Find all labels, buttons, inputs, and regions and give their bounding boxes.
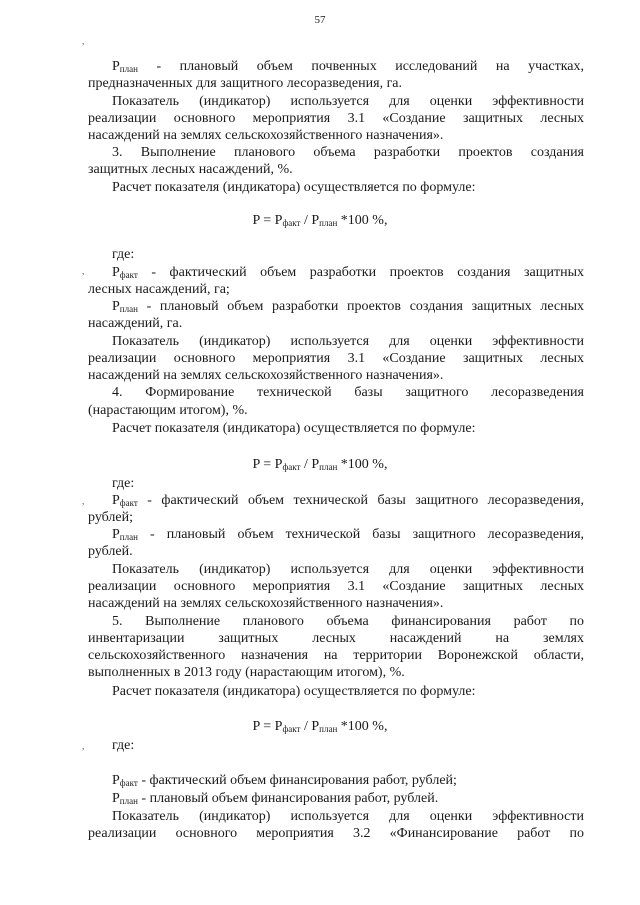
scan-mark: ,	[82, 36, 85, 46]
text-line: рублей.	[88, 544, 133, 559]
scan-mark: ,	[82, 741, 85, 751]
scan-mark: ,	[82, 496, 85, 506]
text-line: сельскохозяйственного назначения на территории Воронежской области,	[88, 648, 584, 663]
text-line: предназначенных для защитного лесоразведения, га.	[88, 76, 403, 91]
text-line: инвентаризации защитных лесных насаждений на землях	[88, 631, 584, 646]
formula: $P = P_{факт} / Р_{план}$ *100 %,	[252, 719, 388, 734]
text-line: где:	[112, 476, 135, 491]
text-line: насаждений на землях сельскохозяйственного назначения».	[88, 596, 444, 611]
text-line: Показатель (индикатор) используется для оценки эффективности	[112, 562, 584, 577]
text-line: защитных лесных насаждений, %.	[88, 162, 293, 177]
page-number: 57	[314, 14, 326, 26]
variable-definition: $P_{факт}$ - фактический объем технической базы защитного лесоразведения,	[112, 493, 584, 508]
text-line: реализации основного мероприятия 3.1 «Создание защитных лесных	[88, 111, 584, 126]
variable-definition: $P_{факт}$ - фактический объем финансирования работ, рублей;	[112, 773, 457, 788]
variable-symbol: P	[112, 493, 120, 508]
text-line: где:	[112, 247, 135, 262]
variable-symbol: P	[112, 59, 120, 74]
text-line: Расчет показателя (индикатора) осуществляется по формуле:	[112, 421, 476, 436]
formula: $P = P_{факт} / Р_{план}$ *100 %,	[252, 457, 388, 472]
text-line: реализации основного мероприятия 3.1 «Создание защитных лесных	[88, 579, 584, 594]
variable-symbol: P	[112, 265, 120, 280]
variable-definition: $P_{план}$ - плановый объем технической базы защитного лесоразведения,	[112, 527, 585, 542]
variable-definition: $P_{план}$ - плановый объем разработки проектов создания защитных лесных	[112, 299, 584, 314]
variable-definition: $P_{план}$ - плановый объем почвенных исследований на участках,	[112, 59, 584, 74]
text-line: 3. Выполнение планового объема разработки проектов создания	[112, 145, 584, 160]
text-line: насаждений, га.	[88, 316, 183, 331]
variable-symbol: P	[112, 791, 120, 806]
variable-symbol: P	[112, 773, 120, 788]
variable-definition: $P_{план}$ - плановый объем финансирования работ, рублей.	[112, 791, 439, 806]
scan-mark: ,	[82, 266, 85, 276]
variable-symbol: P	[112, 299, 120, 314]
text-line: где:	[112, 738, 135, 753]
text-line: рублей;	[88, 510, 133, 525]
text-line: 5. Выполнение планового объема финансирования работ по	[112, 614, 584, 629]
text-line: Показатель (индикатор) используется для оценки эффективности	[112, 809, 584, 824]
text-line: реализации основного мероприятия 3.2 «Финансирование работ по	[88, 826, 584, 841]
text-line: насаждений на землях сельскохозяйственного назначения».	[88, 368, 444, 383]
variable-symbol: P	[112, 527, 120, 542]
text-line: выполненных в 2013 году (нарастающим итогом), %.	[88, 665, 405, 680]
text-line: лесных насаждений, га;	[88, 282, 230, 297]
text-line: насаждений на землях сельскохозяйственного назначения».	[88, 128, 444, 143]
text-line: реализации основного мероприятия 3.1 «Создание защитных лесных	[88, 351, 584, 366]
text-line: Показатель (индикатор) используется для оценки эффективности	[112, 334, 584, 349]
variable-definition: $P_{факт}$ - фактический объем разработки проектов создания защитных	[112, 265, 585, 280]
text-line: (нарастающим итогом), %.	[88, 403, 248, 418]
formula: $P = P_{факт} / Р_{план}$ *100 %,	[252, 213, 388, 228]
text-line: Расчет показателя (индикатора) осуществляется по формуле:	[112, 180, 476, 195]
text-line: Показатель (индикатор) используется для оценки эффективности	[112, 94, 584, 109]
text-line: 4. Формирование технической базы защитного лесоразведения	[112, 385, 584, 400]
text-line: Расчет показателя (индикатора) осуществляется по формуле:	[112, 684, 476, 699]
